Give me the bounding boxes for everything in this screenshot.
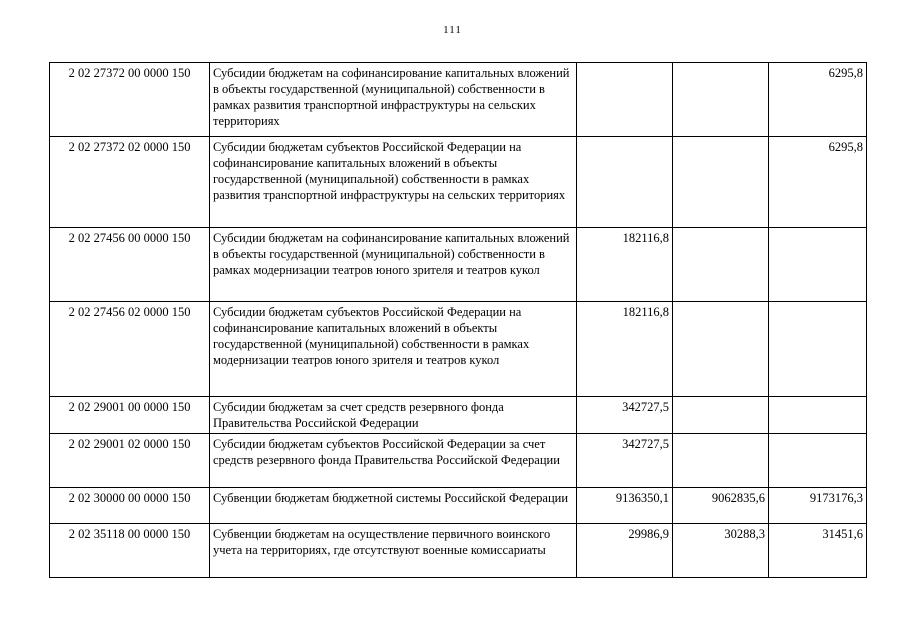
row-name: Субсидии бюджетам за счет средств резервного фонда Правительства Российской Федерации [210,397,577,434]
table-row [50,137,867,228]
row-code: 2 02 27456 00 0000 150 [50,228,210,302]
row-value-2 [673,63,769,137]
row-value-1 [577,63,673,137]
row-value-3 [769,228,867,302]
row-value-2 [673,434,769,488]
table-row [50,524,867,578]
row-name: Субвенции бюджетам бюджетной системы Российской Федерации [210,488,577,524]
table-row [50,302,867,397]
row-value-1: 342727,5 [577,397,673,434]
row-value-3: 31451,6 [769,524,867,578]
row-value-3 [769,397,867,434]
row-value-1: 342727,5 [577,434,673,488]
row-name: Субвенции бюджетам на осуществление первичного воинского учета на территориях, где отсутствуют военные комиссариаты [210,524,577,578]
row-value-1: 29986,9 [577,524,673,578]
row-code: 2 02 27456 02 0000 150 [50,302,210,397]
row-name: Субсидии бюджетам субъектов Российской Федерации на софинансирование капитальных вложений в объекты государственной (муниципальной) собственности в рамках развития транспортной инфраструктуры на сельских территориях [210,137,577,228]
table-row [50,63,867,137]
row-code: 2 02 29001 00 0000 150 [50,397,210,434]
row-value-2 [673,397,769,434]
row-value-2: 9062835,6 [673,488,769,524]
row-code: 2 02 35118 00 0000 150 [50,524,210,578]
row-value-1: 182116,8 [577,228,673,302]
budget-table [49,62,867,578]
row-name: Субсидии бюджетам на софинансирование капитальных вложений в объекты государственной (муниципальной) собственности в рамках развития транспортной инфраструктуры на сельских территориях [210,63,577,137]
table-row [50,228,867,302]
row-code: 2 02 27372 00 0000 150 [50,63,210,137]
row-value-2 [673,137,769,228]
row-value-1: 182116,8 [577,302,673,397]
table-row [50,434,867,488]
row-code: 2 02 27372 02 0000 150 [50,137,210,228]
row-value-1 [577,137,673,228]
table-row [50,488,867,524]
table-row [50,397,867,434]
row-name: Субсидии бюджетам на софинансирование капитальных вложений в объекты государственной (муниципальной) собственности в рамках модернизации театров юного зрителя и театров кукол [210,228,577,302]
row-value-3 [769,434,867,488]
row-code: 2 02 29001 02 0000 150 [50,434,210,488]
row-value-2 [673,302,769,397]
row-name: Субсидии бюджетам субъектов Российской Федерации на софинансирование капитальных вложений в объекты государственной (муниципальной) собственности в рамках модернизации театров юного зрителя и театров кукол [210,302,577,397]
row-value-3: 9173176,3 [769,488,867,524]
page-number: 111 [443,24,462,36]
row-name: Субсидии бюджетам субъектов Российской Федерации за счет средств резервного фонда Правительства Российской Федерации [210,434,577,488]
row-value-1: 9136350,1 [577,488,673,524]
row-value-3: 6295,8 [769,63,867,137]
row-value-2 [673,228,769,302]
row-value-2: 30288,3 [673,524,769,578]
row-value-3: 6295,8 [769,137,867,228]
row-code: 2 02 30000 00 0000 150 [50,488,210,524]
row-value-3 [769,302,867,397]
